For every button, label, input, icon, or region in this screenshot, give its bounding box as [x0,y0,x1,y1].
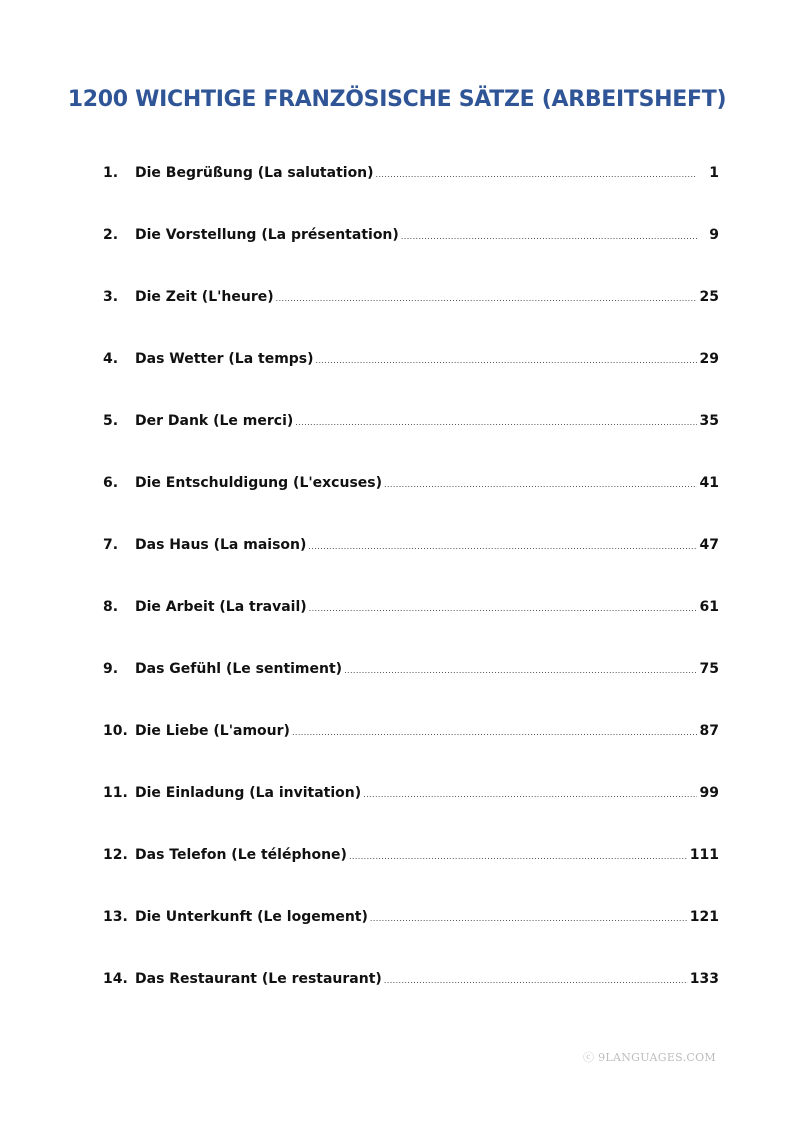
toc-dot-leader [295,409,697,437]
toc-entry[interactable] [103,407,719,469]
toc-entry[interactable] [103,469,719,531]
toc-page-number: 99 [699,785,719,801]
page-title: 1200 WICHTIGE FRANZÖSISCHE SÄTZE (ARBEITSHEFT) [67,87,727,112]
toc-dot-leader [309,595,697,623]
toc-dot-leader [308,533,697,561]
toc-label: Das Haus (La maison) [135,537,307,553]
toc-number: 10. [103,723,128,739]
toc-number: 2. [103,227,119,243]
toc-label: Die Unterkunft (Le logement) [135,909,368,925]
toc-entry[interactable] [103,903,719,965]
toc-label: Die Entschuldigung (L'excuses) [135,475,383,491]
toc-page-number: 9 [709,227,719,243]
copyright-watermark: ⓒ 9LANGUAGES.COM [583,1051,716,1064]
toc-number: 14. [103,971,128,987]
toc-dot-leader [370,905,688,933]
toc-dot-leader [349,843,688,871]
toc-label: Die Liebe (L'amour) [135,723,290,739]
toc-number: 11. [103,785,128,801]
toc-label: Die Vorstellung (La présentation) [135,227,399,243]
toc-page-number: 29 [699,351,719,367]
toc-number: 5. [103,413,119,429]
toc-label: Das Restaurant (Le restaurant) [135,971,382,987]
toc-label: Das Wetter (La temps) [135,351,314,367]
toc-label: Die Einladung (La invitation) [135,785,362,801]
toc-number: 6. [103,475,119,491]
toc-entry[interactable] [103,283,719,345]
toc-entry[interactable] [103,345,719,407]
toc-label: Das Gefühl (Le sentiment) [135,661,343,677]
toc-page-number: 133 [689,971,719,987]
toc-page-number: 111 [689,847,719,863]
toc-page-number: 47 [699,537,719,553]
toc-entry[interactable] [103,841,719,903]
toc-number: 12. [103,847,128,863]
toc-entry[interactable] [103,655,719,717]
toc-entry[interactable] [103,593,719,655]
toc-entry[interactable] [103,965,719,1027]
toc-label: Die Zeit (L'heure) [135,289,274,305]
toc-dot-leader [384,471,697,499]
toc-number: 7. [103,537,119,553]
table-of-contents [103,159,719,1027]
toc-number: 13. [103,909,128,925]
toc-page-number: 75 [699,661,719,677]
toc-label: Die Arbeit (La travail) [135,599,307,615]
toc-number: 3. [103,289,119,305]
toc-label: Die Begrüßung (La salutation) [135,165,374,181]
toc-entry[interactable] [103,159,719,221]
toc-number: 4. [103,351,119,367]
toc-page-number: 41 [699,475,719,491]
toc-number: 9. [103,661,119,677]
toc-page-number: 1 [709,165,719,181]
toc-label: Das Telefon (Le téléphone) [135,847,347,863]
toc-dot-leader [344,657,697,685]
toc-number: 8. [103,599,119,615]
toc-page-number: 87 [699,723,719,739]
toc-dot-leader [363,781,697,809]
toc-dot-leader [376,161,697,189]
toc-label: Der Dank (Le merci) [135,413,294,429]
toc-page-number: 25 [699,289,719,305]
toc-page-number: 35 [699,413,719,429]
toc-dot-leader [316,347,697,375]
toc-page-number: 121 [689,909,719,925]
toc-page-number: 61 [699,599,719,615]
toc-entry[interactable] [103,717,719,779]
toc-dot-leader [292,719,697,747]
toc-number: 1. [103,165,119,181]
toc-dot-leader [276,285,697,313]
toc-dot-leader [401,223,697,251]
toc-entry[interactable] [103,779,719,841]
toc-entry[interactable] [103,531,719,593]
toc-entry[interactable] [103,221,719,283]
toc-dot-leader [384,967,688,995]
